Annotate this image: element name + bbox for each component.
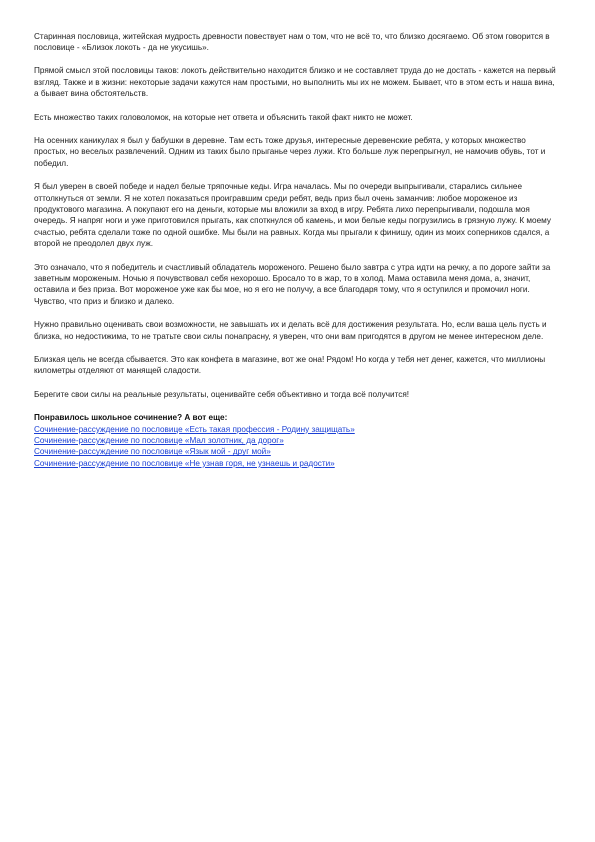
list-item xyxy=(34,446,561,457)
paragraph-advice: Нужно правильно оценивать свои возможности, не завышать их и делать всё для достижения результата. Но, если ваша цель пусть и близка, но недостижима, то не тратьте свои силы понапрасну, я уверен, что они вам пригодятся в другом не менее интересном деле. xyxy=(34,320,547,341)
list-item xyxy=(34,435,561,446)
paragraph-conclusion: Берегите свои силы на реальные результаты, оценивайте себя объективно и тогда всё получится! xyxy=(34,389,410,399)
paragraph-intro: Старинная пословица, житейская мудрость древности повествует нам о том, что не всё то, что близко досягаемо. Об этом говорится в пословице - «Близок локоть - да не укусишь». xyxy=(34,32,550,53)
paragraph-village: На осенних каникулах я был у бабушки в деревне. Там есть тоже друзья, интересные деревенские ребята, у которых множество простых, но веселых развлечений. Одним из таких было прыганье через лужи. Кто больше луж перепрыгнул, не намочив обувь, тот и победил. xyxy=(34,135,546,168)
related-essay-link[interactable]: Сочинение-рассуждение по пословице «Язык мой - друг мой» xyxy=(34,447,271,457)
related-essays-heading: Понравилось школьное сочинение? А вот еще: xyxy=(34,413,228,423)
paragraph-game: Я был уверен в своей победе и надел белые тряпочные кеды. Игра началась. Мы по очереди выпрыгивали, старались сильнее оттолкнуться от земли. Я не хотел показаться проигравшим среди ребят, ведь приз был очень заманчив: любое мороженое из продуктового магазина. А покупают его на деньги, которые мы вложили за вход в игру. Ребята лихо перепрыгивали, подошла моя очередь. Я напряг ноги и уже приготовился прыгать, как споткнулся об камень, и мои белые кеды погрузились в грязную лужу. К моему счастью, ребята сделали тоже по одной ошибке. Мы были на равных. Когда мы прыгали к финишу, один из моих соперников сдался, а второй не преодолел двух луж. xyxy=(34,182,551,249)
document-body xyxy=(34,31,561,469)
related-essay-link[interactable]: Сочинение-рассуждение по пословице «Мал золотник, да дорог» xyxy=(34,436,284,446)
list-item xyxy=(34,458,561,469)
list-item xyxy=(34,424,561,435)
related-essays-list xyxy=(34,424,561,470)
related-essay-link[interactable]: Сочинение-рассуждение по пословице «Есть такая профессия - Родину защищать» xyxy=(34,424,355,434)
paragraph-meaning: Прямой смысл этой пословицы таков: локоть действительно находится близко и не составляет труда до не достать - кажется на первый взгляд. Также и в жизни: некоторые задачи кажутся нам простыми, но выполнить мы их не можем. Бывает, что в этом есть и наша вина, а бывает вина обстоятельств. xyxy=(34,66,556,99)
paragraph-candy: Близкая цель не всегда сбывается. Это как конфета в магазине, вот же она! Рядом! Но когда у тебя нет денег, кажется, что миллионы километры отделяют от манящей сладости. xyxy=(34,355,546,376)
paragraph-winner: Это означало, что я победитель и счастливый обладатель мороженого. Решено было завтра с утра идти на речку, а по дороге зайти за заветным мороженым. Ночью я почувствовал себя нехорошо. Бросало то в жар, то в холод. Мама оставила меня дома, а, значит, оставила и без приза. Вот мороженое уже как бы мое, но я его не получу, а все благодаря тому, что я оступился и промочил ноги. Чувство, что приз и близко и далеко. xyxy=(34,262,551,306)
paragraph-puzzles: Есть множество таких головоломок, на которые нет ответа и объяснить такой факт никто не может. xyxy=(34,112,413,122)
related-essay-link[interactable]: Сочинение-рассуждение по пословице «Не узнав горя, не узнаешь и радости» xyxy=(34,458,335,468)
